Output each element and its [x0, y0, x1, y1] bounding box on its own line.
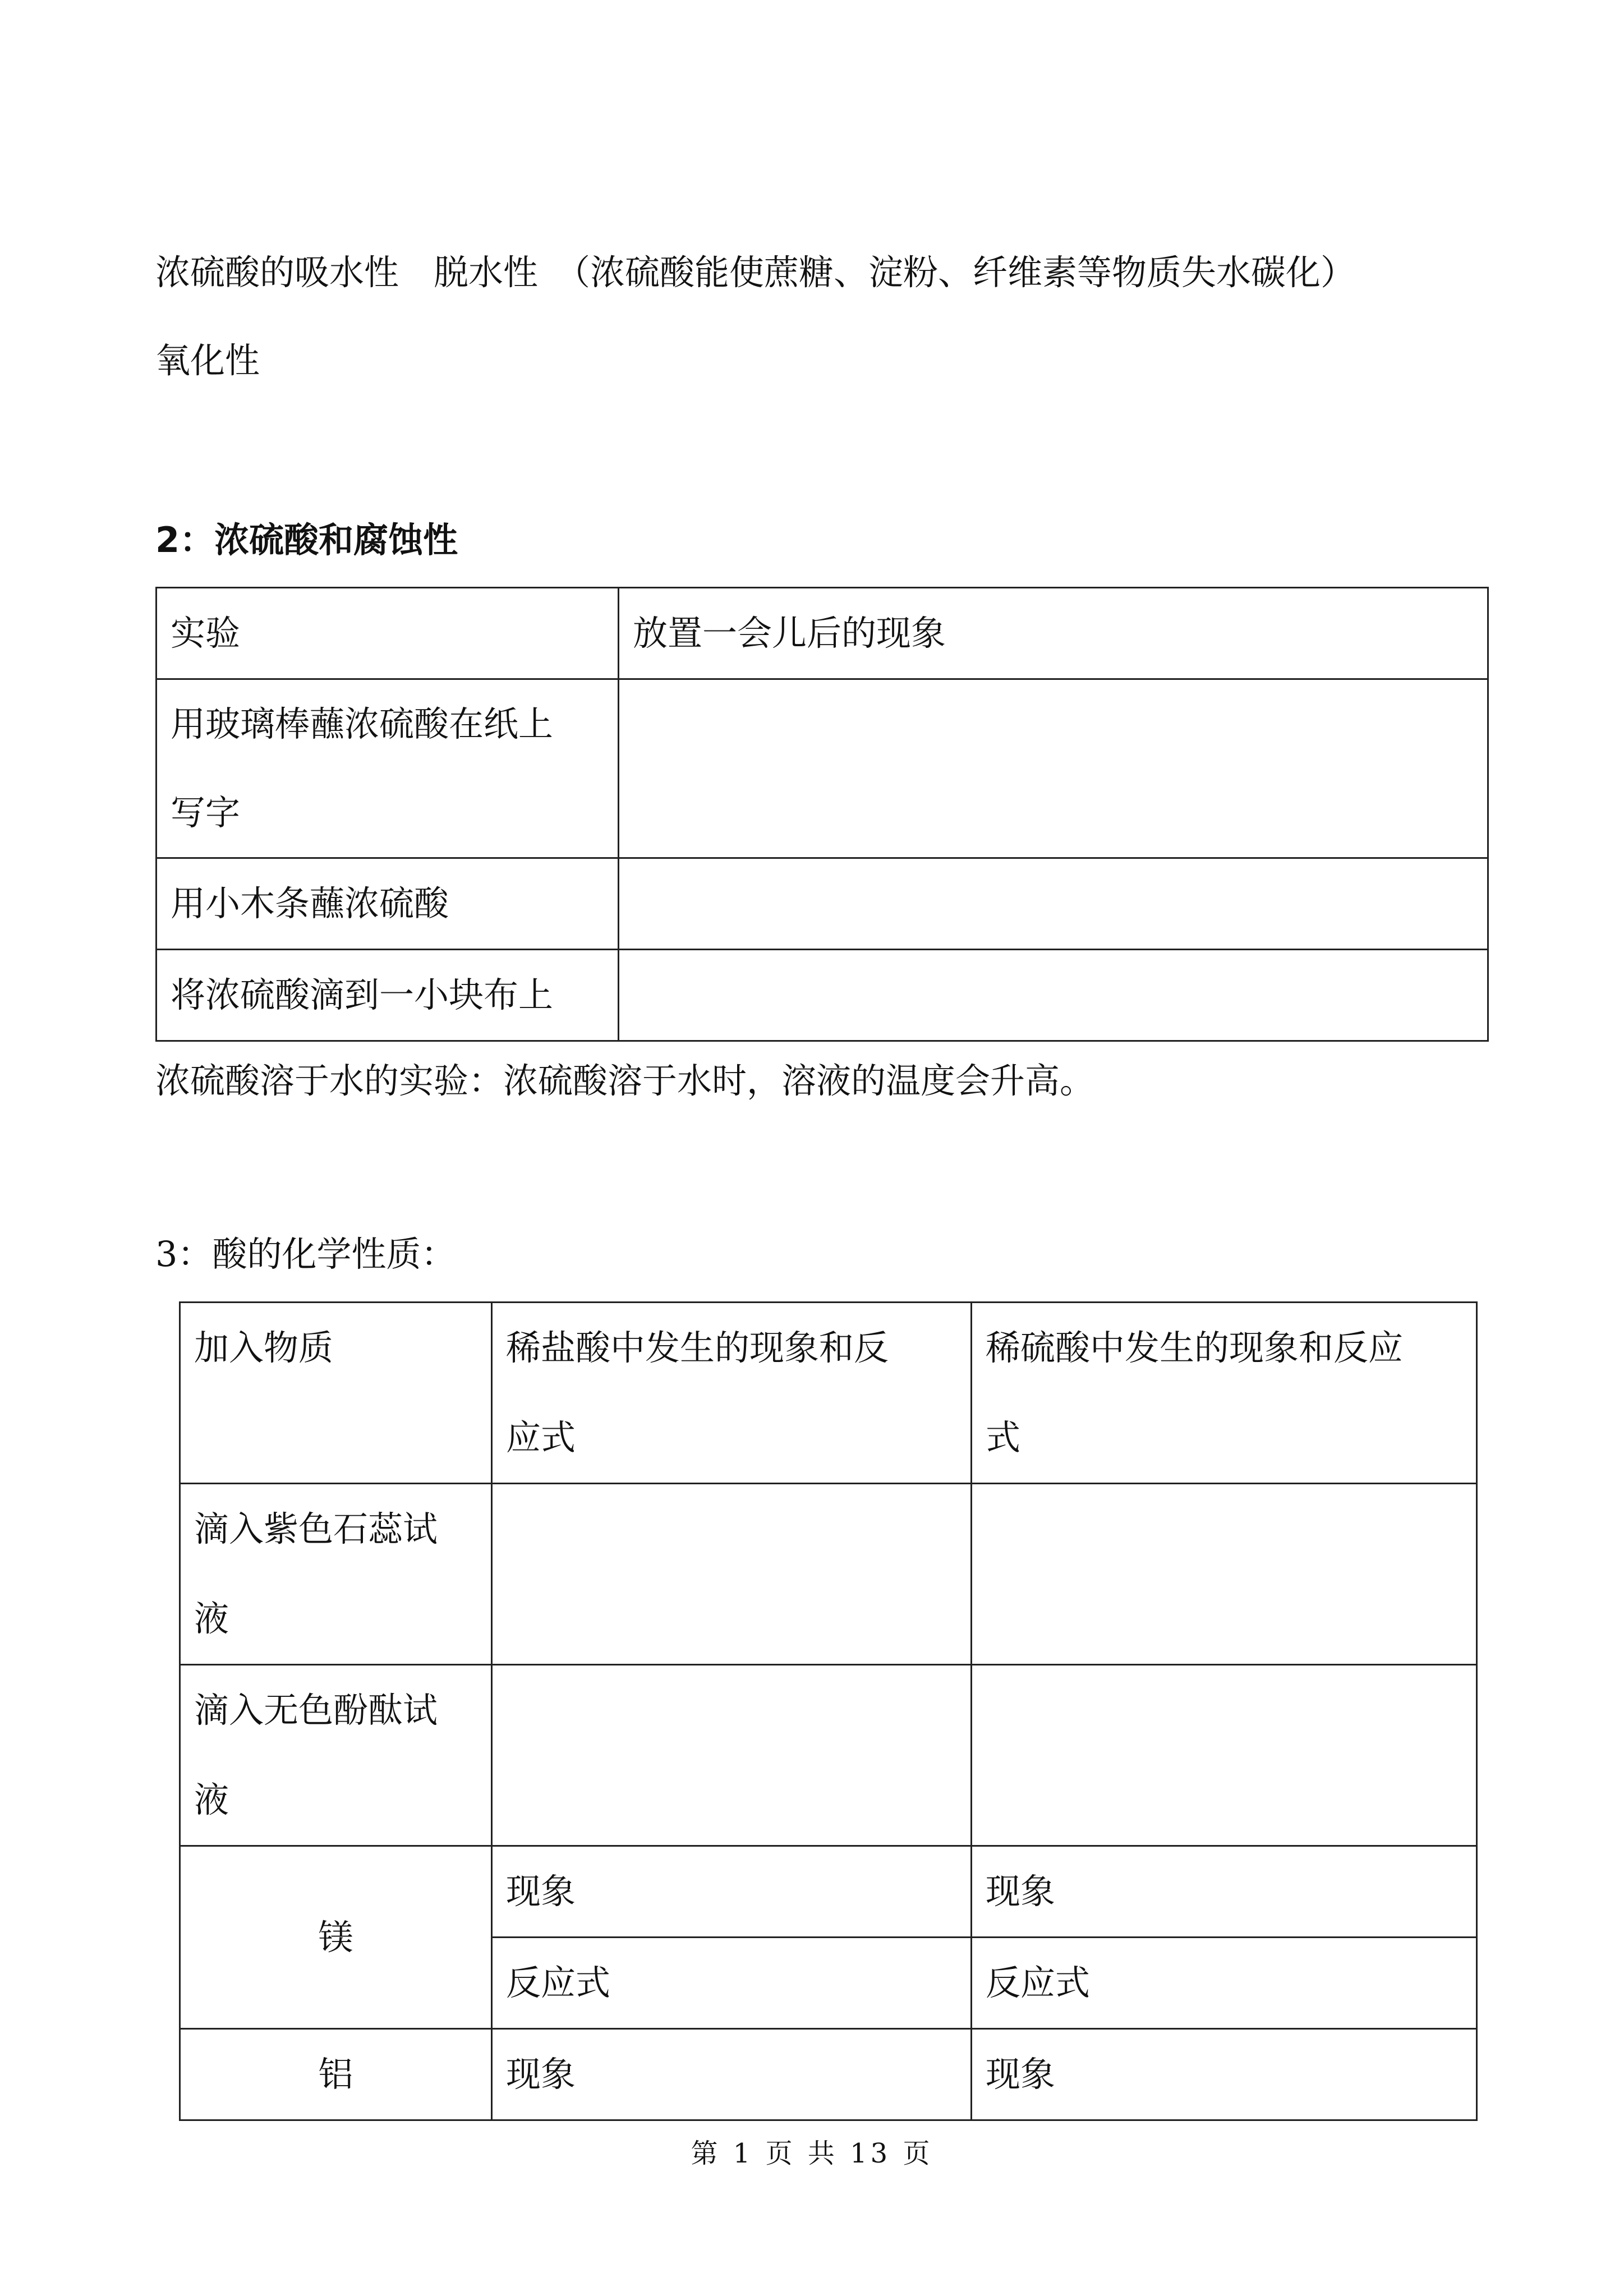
metal-cell-aluminum: 铝 — [180, 2029, 492, 2120]
header-h2so4-line-1: 稀硫酸中发生的现象和反应 — [986, 1327, 1404, 1368]
h2so4-phenomenon-cell: 现象 — [972, 1846, 1477, 1938]
dissolution-note: 浓硫酸溶于水的实验：浓硫酸溶于水时，溶液的温度会升高。 — [155, 1060, 1095, 1101]
table-row — [180, 2029, 1477, 2120]
header-cell-experiment: 实验 — [157, 588, 619, 679]
hcl-cell — [492, 1665, 972, 1846]
hcl-phenomenon-cell: 现象 — [492, 1846, 972, 1938]
table-row — [180, 1665, 1477, 1846]
h2so4-cell — [972, 1484, 1477, 1665]
experiment-cell: 用小木条蘸浓硫酸 — [157, 858, 619, 950]
result-cell — [619, 858, 1488, 950]
header-cell-hcl — [492, 1303, 972, 1484]
header-cell-substance: 加入物质 — [180, 1303, 492, 1484]
metal-cell-magnesium: 镁 — [180, 1846, 492, 2029]
page-footer: 第 1 页 共 13 页 — [691, 2138, 933, 2169]
h2so4-cell — [972, 1665, 1477, 1846]
result-cell — [619, 679, 1488, 858]
table-row — [157, 588, 1488, 679]
substance-line-1: 滴入紫色石蕊试 — [194, 1508, 438, 1549]
table-row — [157, 950, 1488, 1041]
section-2-title: 2：浓硫酸和腐蚀性 — [155, 519, 458, 560]
hcl-cell — [492, 1484, 972, 1665]
section-3-title: 3：酸的化学性质： — [155, 1234, 456, 1274]
table-row — [180, 1846, 1477, 1938]
hcl-equation-cell: 反应式 — [492, 1938, 972, 2029]
substance-line-2: 液 — [194, 1598, 229, 1639]
substance-line-1: 滴入无色酚酞试 — [194, 1690, 438, 1731]
h2so4-equation-cell: 反应式 — [972, 1938, 1477, 2029]
header-cell-h2so4 — [972, 1303, 1477, 1484]
table-row — [180, 1484, 1477, 1665]
substance-cell — [180, 1484, 492, 1665]
substance-line-2: 液 — [194, 1779, 229, 1820]
substance-cell — [180, 1665, 492, 1846]
table-row — [157, 858, 1488, 950]
header-hcl-line-1: 稀盐酸中发生的现象和反 — [506, 1327, 889, 1368]
experiment-line-2: 写字 — [171, 792, 241, 833]
h2so4-phenomenon-cell: 现象 — [972, 2029, 1477, 2120]
intro-line-1: 浓硫酸的吸水性 脱水性 （浓硫酸能使蔗糖、淀粉、纤维素等物质失水碳化） — [155, 252, 1356, 293]
table-row — [180, 1303, 1477, 1484]
header-hcl-line-2: 应式 — [506, 1417, 576, 1458]
table-row — [157, 679, 1488, 858]
experiment-cell: 将浓硫酸滴到一小块布上 — [157, 950, 619, 1041]
experiment-cell — [157, 679, 619, 858]
experiment-line-1: 用玻璃棒蘸浓硫酸在纸上 — [171, 703, 554, 744]
corrosion-table — [155, 587, 1489, 1042]
acid-properties-table — [179, 1301, 1478, 2121]
intro-line-2: 氧化性 — [155, 340, 260, 381]
header-h2so4-line-2: 式 — [986, 1417, 1021, 1458]
hcl-phenomenon-cell: 现象 — [492, 2029, 972, 2120]
header-cell-result: 放置一会儿后的现象 — [619, 588, 1488, 679]
result-cell — [619, 950, 1488, 1041]
